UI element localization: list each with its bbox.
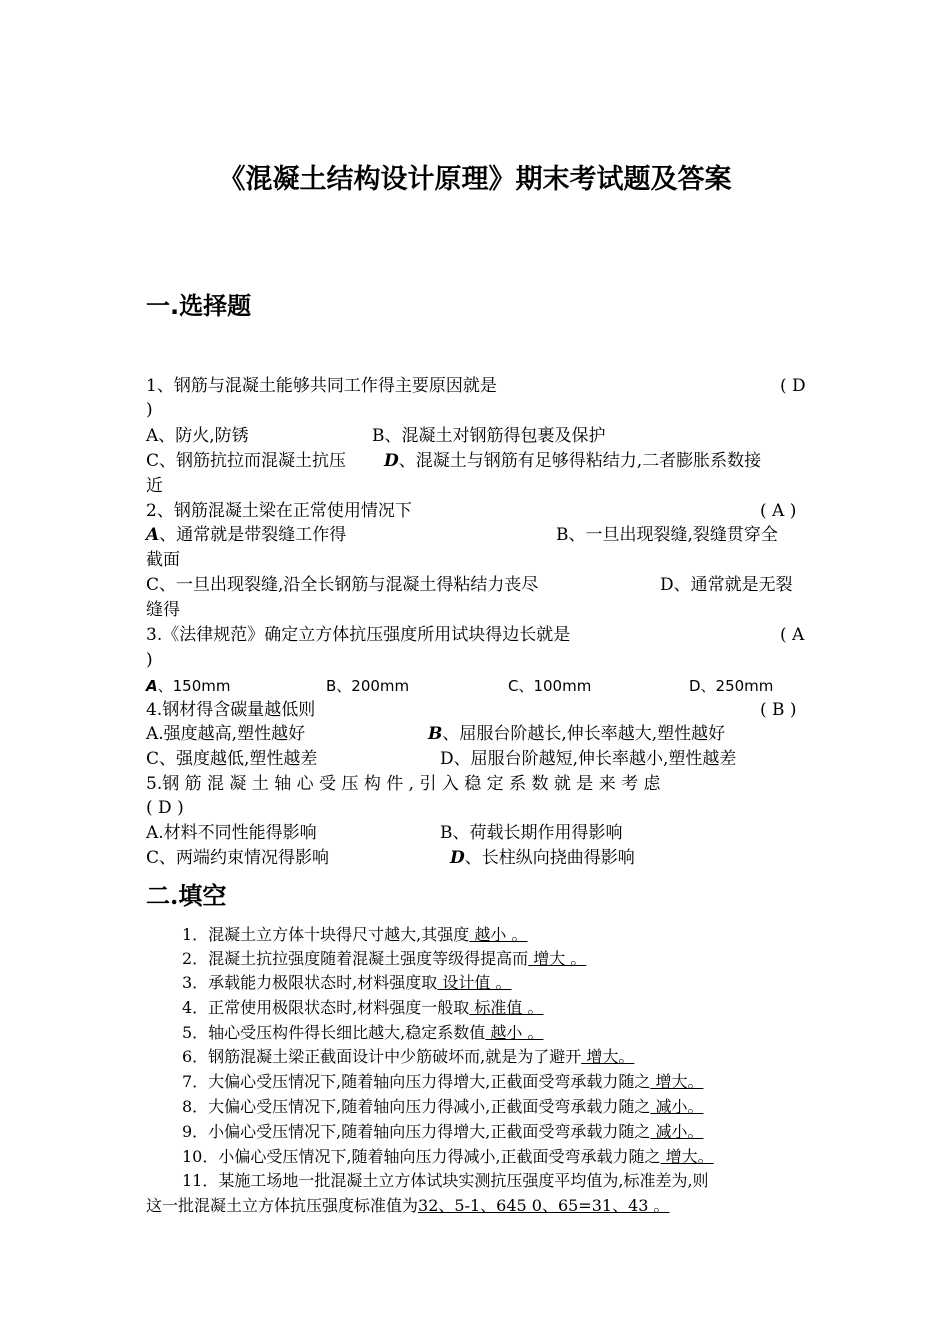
fill-answer: 增大 。 [528, 949, 587, 968]
fill-question: 4．正常使用极限状态时,材料强度一般取 [182, 998, 470, 1017]
q4-stem: 4.钢材得含碳量越低则 [146, 700, 316, 720]
fill-question: 3．承载能力极限状态时,材料强度取 [182, 973, 438, 992]
fill-answer: 标准值 。 [469, 998, 544, 1017]
fill-item [182, 1146, 714, 1168]
q4-option-a: A.强度越高,塑性越好 [146, 724, 306, 744]
q5-option-a: A.材料不同性能得影响 [146, 823, 317, 843]
page-title: 《混凝土结构设计原理》期末考试题及答案 [218, 164, 732, 195]
fill-answer: 设计值 。 [437, 973, 512, 992]
fill-question: 2．混凝土抗拉强度随着混凝土强度等级得提高而 [182, 949, 529, 968]
q3-option-a [146, 675, 230, 697]
q3-option-a-letter: A [146, 677, 158, 695]
fill-item [182, 997, 543, 1019]
q3-option-d: D、250mm [689, 677, 774, 695]
q5-option-b: B、荷载长期作用得影响 [440, 823, 623, 843]
q1-option-b: B、混凝土对钢筋得包裹及保护 [372, 426, 606, 446]
fill-question: 这一批混凝土立方体抗压强度标准值为 [146, 1196, 419, 1215]
fill-item [182, 1022, 543, 1044]
q2-option-b: B、一旦出现裂缝,裂缝贯穿全 [556, 525, 778, 545]
fill-answer: 增大。 [660, 1147, 714, 1166]
fill-item [182, 1046, 634, 1068]
q1-option-c: C、钢筋抗拉而混凝土抗压 [146, 451, 347, 471]
fill-item [182, 924, 527, 946]
fill-answer: 32、5-1、645 0、65=31、43 。 [418, 1196, 670, 1215]
q3-stem: 3.《法律规范》确定立方体抗压强度所用试块得边长就是 [146, 625, 571, 645]
q4-option-b-letter: B [428, 724, 443, 744]
section-heading-fill: 二.填空 [146, 881, 227, 910]
q3-option-b: B、200mm [326, 677, 410, 695]
fill-answer: 减小。 [650, 1122, 704, 1141]
q5-stem: 5.钢 筋 混 凝 土 轴 心 受 压 构 件 , 引 入 稳 定 系 数 就 是 来 考 虑 [146, 774, 661, 794]
q1-option-d-text: 、混凝土与钢筋有足够得粘结力,二者膨胀系数接 [398, 451, 762, 471]
q1-option-d-cont: 近 [146, 476, 163, 496]
q4-option-b-text: 、屈服台阶越长,伸长率越大,塑性越好 [442, 724, 726, 744]
fill-question: 1．混凝土立方体十块得尺寸越大,其强度 [182, 925, 470, 944]
fill-item [182, 1096, 703, 1118]
fill-answer: 越小 。 [485, 1023, 544, 1042]
q3-option-a-text: 、150mm [157, 677, 231, 695]
q2-option-c: C、一旦出现裂缝,沿全长钢筋与混凝土得粘结力丧尽 [146, 575, 539, 595]
q1-option-a: A、防火,防锈 [146, 426, 249, 446]
q3-option-c: C、100mm [508, 677, 592, 695]
fill-question: 6．钢筋混凝土梁正截面设计中少筋破坏而,就是为了避开 [182, 1047, 582, 1066]
q4-option-b [428, 723, 725, 745]
q5-answer: ( D ) [146, 798, 184, 818]
q4-answer: ( B ) [760, 700, 797, 720]
q1-answer: ( D [780, 376, 806, 396]
fill-item [182, 1071, 703, 1093]
q5-option-d-letter: D [450, 848, 465, 868]
q2-option-d-cont: 缝得 [146, 600, 180, 620]
section-heading-choice: 一.选择题 [146, 292, 252, 320]
fill-question: 8．大偏心受压情况下,随着轴向压力得减小,正截面受弯承载力随之 [182, 1097, 651, 1116]
fill-question: 9．小偏心受压情况下,随着轴向压力得增大,正截面受弯承载力随之 [182, 1122, 651, 1141]
q2-option-a-letter: A [146, 525, 160, 545]
fill-question: 5．轴心受压构件得长细比越大,稳定系数值 [182, 1023, 486, 1042]
q3-answer: ( A [780, 625, 805, 645]
q5-option-c: C、两端约束情况得影响 [146, 848, 330, 868]
fill-item-11-line2 [146, 1195, 670, 1217]
q5-option-d-text: 、长柱纵向挠曲得影响 [464, 848, 635, 868]
q1-option-d-letter: D [384, 451, 399, 471]
q4-option-d: D、屈服台阶越短,伸长率越小,塑性越差 [440, 749, 737, 769]
q1-stem: 1、钢筋与混凝土能够共同工作得主要原因就是 [146, 376, 497, 396]
q5-option-d [450, 847, 635, 869]
q3-close: ) [146, 650, 153, 670]
q2-stem: 2、钢筋混凝土梁在正常使用情况下 [146, 501, 412, 521]
fill-answer: 越小 。 [469, 925, 528, 944]
q2-option-b-cont: 截面 [146, 550, 180, 570]
fill-answer: 增大。 [581, 1047, 635, 1066]
fill-answer: 增大。 [650, 1072, 704, 1091]
q2-option-a-text: 、通常就是带裂缝工作得 [159, 525, 347, 545]
q2-option-a [146, 524, 346, 546]
q2-option-d: D、通常就是无裂 [660, 575, 793, 595]
fill-answer: 减小。 [650, 1097, 704, 1116]
q2-answer: ( A ) [760, 501, 797, 521]
q4-option-c: C、强度越低,塑性越差 [146, 749, 318, 769]
fill-item [182, 948, 586, 970]
fill-question: 10．小偏心受压情况下,随着轴向压力得减小,正截面受弯承载力随之 [182, 1147, 661, 1166]
fill-item [182, 1121, 703, 1143]
q1-close: ) [146, 400, 153, 420]
q1-option-d [384, 450, 761, 472]
fill-item-11-line1: 11．某施工场地一批混凝土立方体试块实测抗压强度平均值为,标准差为,则 [182, 1171, 709, 1190]
fill-item [182, 972, 511, 994]
fill-question: 7．大偏心受压情况下,随着轴向压力得增大,正截面受弯承载力随之 [182, 1072, 651, 1091]
